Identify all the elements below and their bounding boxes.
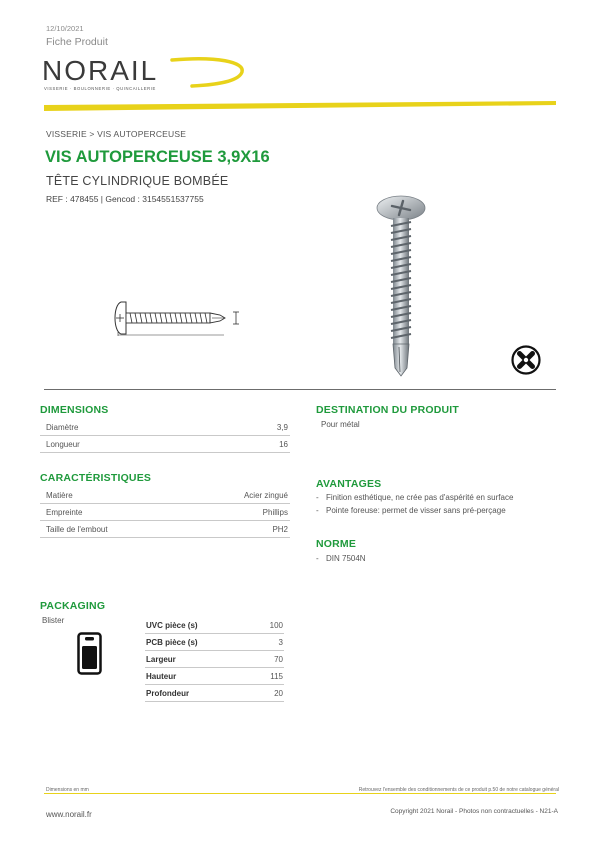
advantages-list — [316, 491, 566, 517]
destination-heading: DESTINATION DU PRODUIT — [316, 404, 460, 416]
characteristic-label: Matière — [46, 490, 73, 500]
characteristic-value: Phillips — [262, 507, 288, 517]
packaging-row — [145, 617, 284, 634]
blister-icon — [77, 632, 102, 675]
characteristic-row — [40, 487, 290, 504]
dimensions-table — [40, 419, 290, 453]
characteristic-row — [40, 504, 290, 521]
breadcrumb: VISSERIE > VIS AUTOPERCEUSE — [46, 129, 187, 139]
reference-gencod: REF : 478455 | Gencod : 3154551537755 — [46, 194, 204, 204]
dimension-row — [40, 436, 290, 453]
packaging-value: 70 — [274, 654, 283, 664]
advantages-heading: AVANTAGES — [316, 478, 382, 490]
norail-logo — [42, 54, 247, 96]
header-yellow-bar — [44, 101, 556, 111]
packaging-label: Profondeur — [146, 688, 190, 698]
destination-text: Pour métal — [321, 420, 360, 429]
dimensions-note: Dimensions en mm — [46, 787, 89, 793]
dimension-row — [40, 419, 290, 436]
packaging-label: Largeur — [146, 654, 176, 664]
logo-wordmark: NORAIL — [42, 55, 159, 86]
dimension-label: Diamètre — [46, 422, 79, 432]
dimension-value: 16 — [279, 439, 288, 449]
packaging-row — [145, 634, 284, 651]
dimensions-heading: DIMENSIONS — [40, 404, 109, 416]
packaging-label: PCB pièce (s) — [146, 637, 198, 647]
copyright: Copyright 2021 Norail - Photos non contractuelles - N21-A — [390, 808, 558, 815]
advantage-item: - Pointe foreuse: permet de visser sans pré-perçage — [316, 506, 506, 515]
standard-heading: NORME — [316, 538, 357, 550]
footer-yellow-line — [44, 793, 556, 794]
document-date: 12/10/2021 — [46, 24, 84, 33]
document-type: Fiche Produit — [46, 36, 108, 48]
characteristic-label: Empreinte — [46, 507, 83, 517]
section-divider — [44, 389, 556, 390]
packaging-heading: PACKAGING — [40, 600, 106, 612]
packaging-label: UVC pièce (s) — [146, 620, 198, 630]
characteristic-label: Taille de l'embout — [46, 524, 108, 534]
phillips-icon — [511, 345, 541, 375]
characteristics-table — [40, 487, 290, 538]
packaging-table — [145, 617, 284, 702]
screw-photo-icon — [370, 192, 430, 380]
product-title: VIS AUTOPERCEUSE 3,9X16 — [45, 148, 270, 166]
packaging-row — [145, 668, 284, 685]
packaging-value: 115 — [270, 671, 283, 681]
packaging-type: Blister — [42, 616, 65, 625]
packaging-value: 20 — [274, 688, 283, 698]
characteristic-row — [40, 521, 290, 538]
screw-drawing-icon — [112, 298, 246, 336]
packaging-value: 100 — [269, 620, 283, 630]
packaging-row — [145, 651, 284, 668]
packaging-value: 3 — [278, 637, 283, 647]
advantage-text: Finition esthétique, ne crée pas d'aspérité en surface — [326, 493, 514, 502]
packaging-label: Hauteur — [146, 671, 177, 681]
product-subtitle: TÊTE CYLINDRIQUE BOMBÉE — [46, 174, 229, 188]
standard-list — [316, 552, 366, 565]
dimension-value: 3,9 — [276, 422, 288, 432]
characteristic-value: Acier zingué — [243, 490, 288, 500]
dimension-label: Longueur — [46, 439, 80, 449]
standard-item: - DIN 7504N — [316, 554, 366, 563]
website-link[interactable]: www.norail.fr — [46, 810, 92, 819]
catalog-note: Retrouvez l'ensemble des conditionnements de ce produit p.50 de notre catalogue général — [358, 787, 559, 793]
advantage-text: Pointe foreuse: permet de visser sans pré-perçage — [326, 506, 506, 515]
logo-tagline: VISSERIE · BOULONNERIE · QUINCAILLERIE — [44, 86, 156, 91]
characteristic-value: PH2 — [272, 524, 288, 534]
characteristics-heading: CARACTÉRISTIQUES — [40, 472, 152, 484]
packaging-row — [145, 685, 284, 702]
standard-text: DIN 7504N — [326, 554, 366, 563]
advantage-item: - Finition esthétique, ne crée pas d'aspérité en surface — [316, 493, 514, 502]
